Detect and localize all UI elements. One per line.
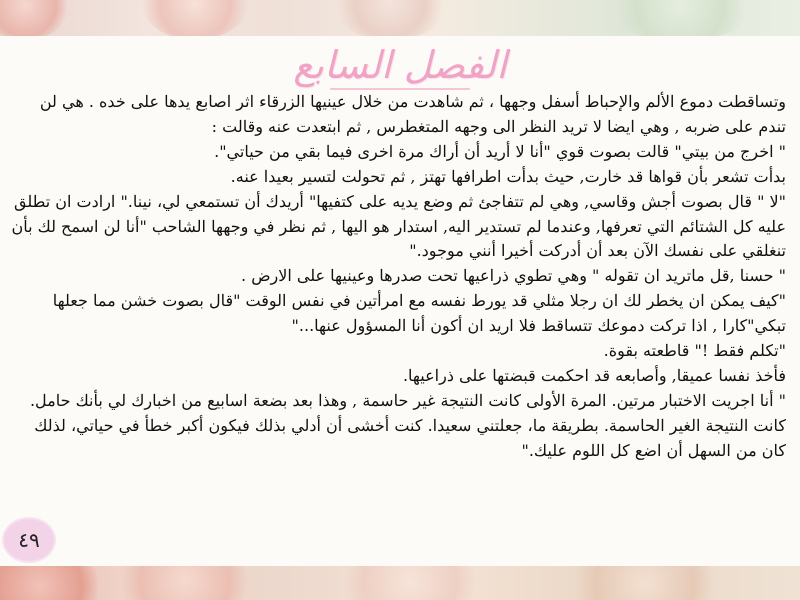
paragraph: " حسنا ,قل ماتريد ان تقوله " وهي تطوي ذراعيها تحت صدرها وعينيها على الارض .	[241, 266, 786, 286]
paragraph: "كيف يمكن ان يخطر لك ان رجلا مثلي قد يورط نفسه مع امرأتين في نفس الوقت "قال بصوت خشن مما جعلها تبكي"كارا , اذا تركت دموعك تتساقط فلا اريد ان أكون أنا المسؤول عنها..."	[52, 291, 786, 336]
rose-decoration	[330, 0, 450, 36]
paragraph: " اخرج من بيتي" قالت بصوت قوي "أنا لا أريد أن أراك مرة اخرى فيما بقي من حياتي".	[214, 141, 786, 161]
chapter-body	[10, 90, 786, 464]
page-number: ٤٩	[4, 519, 54, 561]
leaf-decoration	[600, 0, 760, 36]
rose-decoration	[0, 566, 110, 600]
bottom-floral-border	[0, 566, 800, 600]
top-floral-border	[0, 0, 800, 36]
paragraph: " أنا اجريت الاختبار مرتين. المرة الأولى كانت النتيجة غير حاسمة , وهذا بعد بضعة اسابيع من اخبارك لي بأنك حامل. كانت النتيجة الغير الحاسمة. بطريقة ما، جعلتني سعيدا. كنت أخشى أن أدلي بذلك فيكون أكبر خطأ في حياتي، لذلك كان من السهل أن اضع كل اللوم عليك."	[29, 390, 786, 460]
paragraph: "تكلم فقط !" قاطعته بقوة.	[603, 341, 786, 361]
paragraph: "لا " قال بصوت أجش وقاسي, وهي لم تتفاجئ ثم وضع يديه على كتفيها" أريدك أن تستمعي لي، نينا." ارادت ان تطلق عليه كل الشتائم التي تعرفها, وعندما لم تستدير اليه, استدار هو اليها , ثم نظر في وجهها الشاحب "أنا لن اسمح لك بأن تنغلقي على نفسك الآن بعد أن أدركت أخيرا أنني موجود."	[11, 191, 786, 261]
paragraph: فأخذ نفسا عميقا, وأصابعه قد احكمت قبضتها على ذراعيها.	[402, 365, 786, 385]
chapter-title: الفصل السابع	[293, 43, 507, 87]
rose-decoration	[140, 0, 250, 36]
rose-decoration	[330, 566, 490, 600]
rose-decoration	[0, 0, 70, 36]
paragraph: وتساقطت دموع الألم والإحباط أسفل وجهها ، ثم شاهدت من خلال عينيها الزرقاء اثر اصابع يدها على خده . هي لن تندم على ضربه , وهي ايضا لا تريد النظر الى وجهه المتغطرس , ثم ابتعدت عنه وقالت :	[39, 92, 786, 136]
rose-decoration	[560, 566, 730, 600]
rose-decoration	[110, 566, 260, 600]
paragraph: بدأت تشعر بأن قواها قد خارت, حيث بدأت اطرافها تهتز , ثم تحولت لتسير بعيدا عنه.	[230, 166, 786, 186]
